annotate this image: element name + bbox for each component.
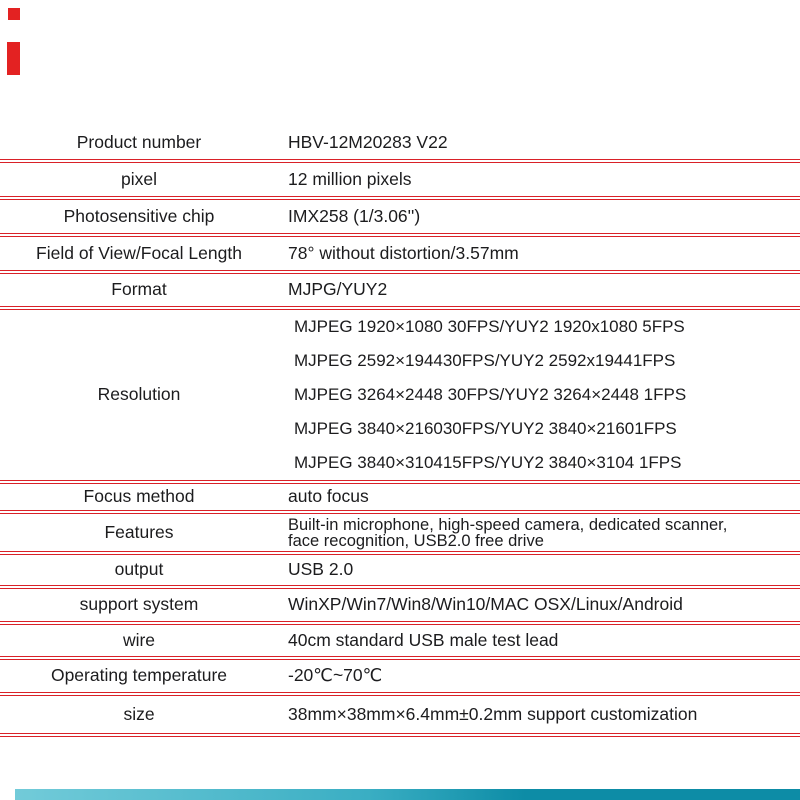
spec-label: size — [123, 703, 155, 724]
spec-label: Features — [104, 521, 174, 542]
spec-value: -20℃~70℃ — [288, 665, 383, 686]
table-row-focus-method — [0, 484, 800, 510]
spec-label: Product number — [76, 132, 202, 153]
resolution-line: MJPEG 3840×216030FPS/YUY2 3840×21601FPS — [294, 418, 677, 438]
spec-value: auto focus — [288, 486, 369, 507]
spec-value: 40cm standard USB male test lead — [288, 629, 559, 650]
spec-label: Format — [111, 279, 167, 300]
resolution-line: MJPEG 2592×194430FPS/YUY2 2592x19441FPS — [294, 350, 676, 370]
spec-value: 38mm×38mm×6.4mm±0.2mm support customization — [288, 703, 698, 724]
spec-label: output — [114, 559, 164, 580]
features-line: face recognition, USB2.0 free drive — [288, 531, 544, 550]
spec-label: support system — [79, 594, 199, 615]
table-row-resolution — [0, 310, 800, 480]
teal-bottom-banner-strip — [15, 789, 800, 800]
spec-label: Resolution — [97, 384, 181, 405]
spec-value: 78° without distortion/3.57mm — [288, 242, 519, 263]
table-divider — [0, 733, 800, 737]
table-row-features — [0, 514, 800, 551]
spec-label: wire — [122, 629, 156, 650]
resolution-line: MJPEG 3264×2448 30FPS/YUY2 3264×2448 1FPS — [294, 384, 687, 404]
spec-value: USB 2.0 — [288, 559, 354, 580]
spec-label: Photosensitive chip — [63, 205, 215, 226]
table-row-product-number — [0, 127, 800, 159]
spec-label: Focus method — [83, 486, 195, 507]
spec-value: HBV-12M20283 V22 — [288, 132, 448, 153]
table-row-pixel — [0, 163, 800, 196]
spec-label: Field of View/Focal Length — [36, 242, 242, 263]
table-row-field-of-view — [0, 237, 800, 270]
table-row-support-system — [0, 589, 800, 621]
spec-label: Operating temperature — [50, 665, 228, 686]
table-row-format — [0, 274, 800, 306]
table-row-size — [0, 696, 800, 733]
spec-value: MJPG/YUY2 — [288, 279, 388, 300]
spec-value: IMX258 (1/3.06'') — [288, 205, 421, 226]
resolution-line: MJPEG 1920×1080 30FPS/YUY2 1920x1080 5FPS — [294, 316, 685, 336]
spec-label: pixel — [121, 168, 157, 189]
spec-value: WinXP/Win7/Win8/Win10/MAC OSX/Linux/Android — [288, 594, 683, 615]
top-spacer — [0, 0, 800, 127]
resolution-line: MJPEG 3840×310415FPS/YUY2 3840×3104 1FPS — [294, 452, 682, 472]
features-line: Built-in microphone, high-speed camera, dedicated scanner, — [288, 515, 728, 534]
spec-value: 12 million pixels — [288, 168, 412, 189]
table-row-photosensitive-chip — [0, 200, 800, 233]
table-row-wire — [0, 625, 800, 656]
spec-value-multiline — [278, 517, 800, 549]
table-row-output — [0, 555, 800, 585]
table-row-operating-temperature — [0, 660, 800, 692]
spec-value-multiline — [278, 310, 800, 480]
